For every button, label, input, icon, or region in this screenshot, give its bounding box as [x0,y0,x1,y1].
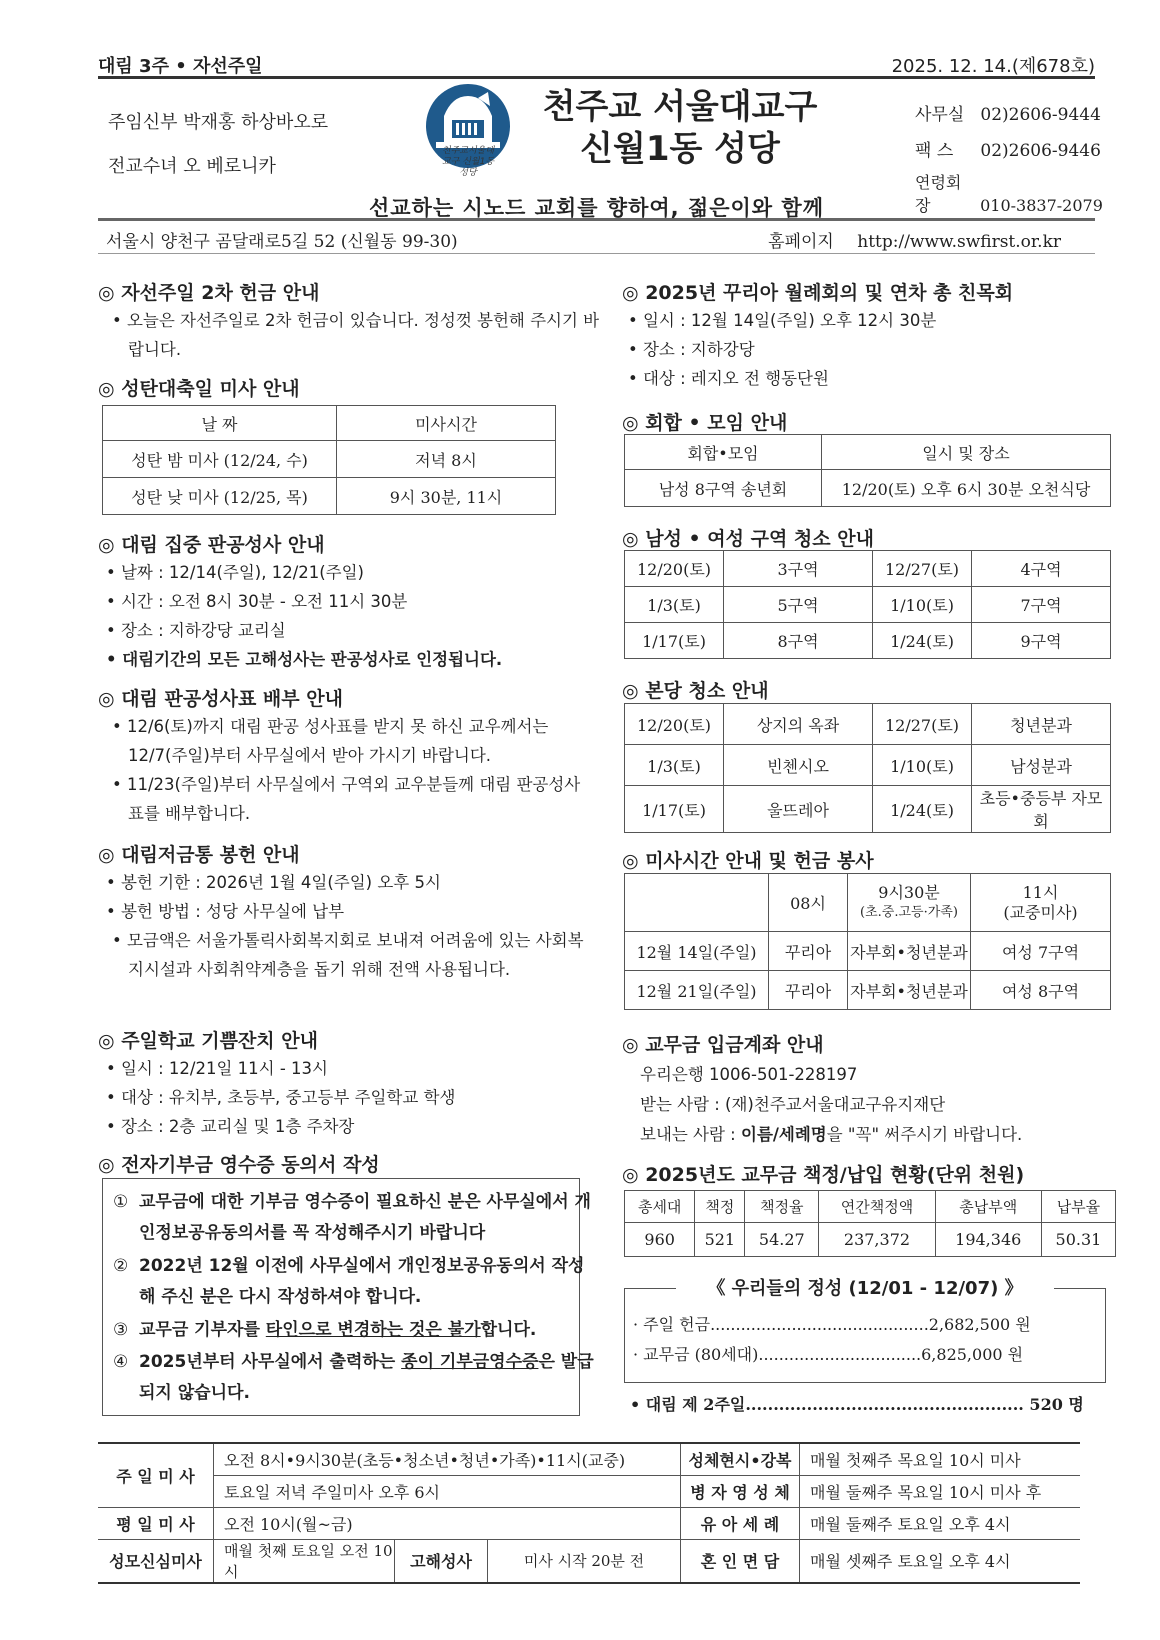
sender-note [640,1120,1100,1150]
table-header: 연간책정액 [819,1191,935,1223]
list-item: • 일시 : 12/21일 11시 - 13시 [106,1059,328,1078]
list-item: • 장소 : 2층 교리실 및 1층 주차장 [106,1117,355,1136]
table-cell: 자부회•청년분과 [848,932,971,971]
table-cell: 초등•중등부 자모회 [972,786,1111,833]
top-bar [98,50,1095,79]
office-phone: 02)2606-9444 [980,105,1101,125]
table-cell: 1/10(토) [873,587,972,623]
item-number: ④ [113,1352,129,1372]
christmas-mass-table [102,405,556,515]
table-cell: 1/3(토) [625,745,724,786]
table-header: 납부율 [1041,1191,1115,1223]
header-line: 11시 [1022,882,1059,902]
holyhour: 매월 첫째주 목요일 10시 미사 [800,1443,1081,1475]
table-cell: 194,346 [935,1223,1041,1257]
receipt-notice-box [102,1178,594,1416]
section-title-christmas: ◎ 성탄대축일 미사 안내 [98,374,300,401]
section-title-festival: ◎ 주일학교 기쁨잔치 안내 [98,1026,318,1053]
table-cell: 1/24(토) [873,623,972,659]
baptism-label: 유 아 세 례 [681,1507,800,1539]
address-bar [98,218,1095,254]
table-cell: 1/10(토) [873,745,972,786]
table-cell: 237,372 [819,1223,935,1257]
festival-list [106,1054,586,1141]
table-cell: 꾸리아 [769,971,848,1010]
section-title-charity: ◎ 자선주일 2차 헌금 안내 [98,278,319,305]
weekday-mass-label: 평 일 미 사 [98,1507,214,1539]
table-cell: 54.27 [745,1223,819,1257]
table-cell: 12/20(토) 오후 6시 30분 오천식당 [822,470,1111,507]
fax-label: 팩 스 [915,141,954,161]
offering-title: 《 우리들의 정성 (12/01 - 12/07) 》 [707,1278,1023,1299]
table-cell: 4구역 [972,551,1111,587]
liturgy-week: 대림 3주 • 자선주일 [98,56,263,77]
table-cell: 남성 8구역 송년회 [625,470,822,507]
header-line: 9시30분 [878,882,940,902]
council-phone: 010-3837-2079 [980,196,1103,215]
list-item: • 대림기간의 모든 고해성사는 판공성사로 인정됩니다. [106,650,503,669]
section-title-receipt: ◎ 전자기부금 영수증 동의서 작성 [98,1150,380,1177]
table-header [971,874,1111,932]
list-item: • 12/6(토)까지 대림 판공 성사표를 받지 못 하신 교우께서는 12/7(주일)부터 사무실에서 받아 가시기 바랍니다. [112,717,549,765]
list-item: • 날짜 : 12/14(주일), 12/21(주일) [106,563,364,582]
list-item: • 일시 : 12월 14일(주일) 오후 12시 30분 [628,311,937,330]
sunday-mass-label: 주 일 미 사 [98,1443,214,1507]
slogan: 선교하는 시노드 교회를 향하여, 젊은이와 함께 [369,196,824,220]
table-cell: 자부회•청년분과 [848,971,971,1010]
item-number: ② [113,1256,129,1276]
ticket-list [106,712,586,828]
header-subline: (교중미사) [1003,902,1078,922]
account-info [640,1060,1100,1150]
homepage-link[interactable]: http://www.swfirst.or.kr [857,232,1061,252]
table-cell: 12월 21일(주일) [625,971,769,1010]
church-logo [422,82,514,180]
table-cell: 상지의 옥좌 [724,704,873,745]
section-title-mass-service: ◎ 미사시간 안내 및 헌금 봉사 [622,846,874,873]
confession-label: 고해성사 [395,1539,488,1583]
item-number: ③ [113,1320,129,1340]
office-contact [915,100,1101,125]
table-header: 08시 [769,874,848,932]
charity-text: • 오늘은 자선주일로 2차 헌금이 있습니다. 정성껏 봉헌해 주시기 바랍니다. [112,311,600,359]
table-cell: 9시 30분, 11시 [337,478,556,515]
header-subline: (초.중.고등·가족) [860,904,958,920]
curia-list [628,306,1088,393]
table-header: 총세대 [625,1191,695,1223]
wedding-label: 혼 인 면 담 [681,1539,800,1583]
list-item: • 봉헌 방법 : 성당 사무실에 납부 [106,902,345,921]
table-cell: 성탄 낮 미사 (12/25, 목) [103,478,337,515]
table-cell: 1/24(토) [873,786,972,833]
church-title-1: 천주교 서울대교구 [542,87,818,127]
table-cell: 521 [695,1223,745,1257]
table-header: 책정 [695,1191,745,1223]
holyhour-label: 성체현시•강복 [681,1443,800,1475]
table-cell: 청년분과 [972,704,1111,745]
receipt-text-3b: 타인으로 변경하는 것은 불가 [265,1320,481,1340]
receipt-text-4a: 2025년부터 사무실에서 출력하는 [139,1352,402,1372]
sender-label: 보내는 사람 : [640,1125,741,1144]
list-item: • 시간 : 오전 8시 30분 - 오전 11시 30분 [106,592,408,611]
receipt-item-1 [113,1187,599,1249]
table-header [848,874,971,932]
table-cell: 남성분과 [972,745,1111,786]
attendance: • 대림 제 2주일.................................................. 520 명 [630,1395,1084,1414]
address: 서울시 양천구 곰달래로5길 52 (신월동 99-30) [106,232,458,252]
heart-mass: 매월 첫째 토요일 오전 10시 [214,1539,395,1583]
table-cell: 9구역 [972,623,1111,659]
fax-phone: 02)2606-9446 [980,141,1101,161]
list-item: • 11/23(주일)부터 사무실에서 구역외 교우분들께 대림 판공성사표를 배부합니다. [112,775,581,823]
table-cell: 12/20(토) [625,704,724,745]
table-cell: 7구역 [972,587,1111,623]
section-title-meetings: ◎ 회합 • 모임 안내 [622,408,787,435]
section-title-account: ◎ 교무금 입금계좌 안내 [622,1030,824,1057]
list-item: • 대상 : 레지오 전 행동단원 [628,369,829,388]
confession-time: 미사 시작 20분 전 [488,1539,681,1583]
weekday-mass: 오전 10시(월~금) [214,1507,681,1539]
table-cell: 1/17(토) [625,623,724,659]
section-title-curia: ◎ 2025년 꾸리아 월례회의 및 연차 총 친목회 [622,278,1013,305]
col-date: 날 짜 [103,406,337,441]
table-cell [625,874,769,932]
table-header: 회합•모임 [625,435,822,470]
item-number: ① [113,1192,129,1212]
receipt-text-3c: 합니다. [480,1320,537,1340]
list-item: • 봉헌 기한 : 2026년 1월 4일(주일) 오후 5시 [106,873,441,892]
sender-emphasis: 이름/세례명 [741,1125,827,1144]
table-cell: 1/3(토) [625,587,724,623]
offering-box [624,1278,1106,1383]
list-item: • 모금액은 서울가톨릭사회복지회로 보내져 어려움에 있는 사회복지시설과 사회취약계층을 돕기 위해 전액 사용됩니다. [112,931,584,979]
tithe-offering: · 교무금 (80세대)................................6,825,000 원 [633,1345,1024,1364]
mass-service-table [624,873,1111,1010]
tithe-status-table [624,1190,1116,1257]
table-cell: 여성 7구역 [971,932,1111,971]
receipt-text-3a: 교무금 기부자를 [139,1320,266,1340]
meetings-table [624,434,1111,507]
list-item: • 장소 : 지하강당 [628,340,755,359]
fax-contact [915,136,1101,161]
table-header: 총납부액 [935,1191,1041,1223]
sender-rest: 을 "꼭" 써주시기 바랍니다. [826,1125,1023,1144]
office-label: 사무실 [915,105,965,125]
list-item: • 장소 : 지하강당 교리실 [106,621,286,640]
table-cell: 1/17(토) [625,786,724,833]
table-cell: 꾸리아 [769,932,848,971]
table-cell: 12/20(토) [625,551,724,587]
council-label: 연령회장 [915,173,962,215]
baptism: 매월 둘째주 토요일 오후 4시 [800,1507,1081,1539]
list-item: • 대상 : 유치부, 초등부, 중고등부 주일학교 학생 [106,1088,456,1107]
piggybank-list [106,868,586,984]
homepage [768,227,1061,252]
table-cell: 여성 8구역 [971,971,1111,1010]
table-header: 일시 및 장소 [822,435,1111,470]
table-cell: 960 [625,1223,695,1257]
receipt-text-1: 교무금에 대한 기부금 영수증이 필요하신 분은 사무실에서 개인정보공유동의서를 꼭 작성해주시기 바랍니다 [139,1192,591,1243]
section-title-church-cleaning: ◎ 본당 청소 안내 [622,676,769,703]
section-title-piggybank: ◎ 대림저금통 봉헌 안내 [98,840,300,867]
sunday-offering: · 주일 헌금...........................................2,682,500 원 [633,1315,1031,1334]
receiver: 받는 사람 : (재)천주교서울대교구유지재단 [640,1095,946,1114]
table-cell: 12/27(토) [873,551,972,587]
section-title-confession: ◎ 대림 집중 판공성사 안내 [98,530,325,557]
mass-schedule-table [98,1442,1080,1584]
table-cell: 8구역 [724,623,873,659]
receipt-text-4b: 종이 기부금영수증 [401,1352,539,1372]
wedding: 매월 셋째주 토요일 오후 4시 [800,1539,1081,1583]
table-cell: 성탄 밤 미사 (12/24, 수) [103,441,337,478]
table-cell: 저녁 8시 [337,441,556,478]
table-cell: 빈첸시오 [724,745,873,786]
section-title-district-cleaning: ◎ 남성 • 여성 구역 청소 안내 [622,524,874,551]
pastor-name: 주임신부 박재홍 하상바오로 [108,112,329,133]
bank-account: 우리은행 1006-501-228197 [640,1065,858,1084]
receipt-item-3 [113,1315,599,1346]
issue-date: 2025. 12. 14.(제678호) [891,56,1095,77]
heart-mass-label: 성모신심미사 [98,1539,214,1583]
table-cell: 3구역 [724,551,873,587]
section-title-ticket: ◎ 대림 판공성사표 배부 안내 [98,684,343,711]
table-cell: 12월 14일(주일) [625,932,769,971]
church-title-2: 신월1동 성당 [580,129,780,169]
homepage-label: 홈페이지 [768,232,834,252]
table-cell: 50.31 [1041,1223,1115,1257]
confession-list [106,558,586,674]
table-cell: 울뜨레아 [724,786,873,833]
sunday-mass-1: 오전 8시•9시30분(초등•청소년•청년•가족)•11시(교중) [214,1443,681,1475]
district-cleaning-table [624,550,1111,659]
table-cell: 5구역 [724,587,873,623]
receipt-text-2: 2022년 12월 이전에 사무실에서 개인정보공유동의서 작성해 주신 분은 다시 작성하셔야 합니다. [139,1256,585,1307]
section-title-tithe-status: ◎ 2025년도 교무금 책정/납입 현황(단위 천원) [622,1160,1024,1187]
receipt-item-4 [113,1347,599,1409]
table-cell: 12/27(토) [873,704,972,745]
logo-text: 천주교서울대교구 신월1동 성당 [441,146,495,178]
sick: 매월 둘째주 목요일 10시 미사 후 [800,1475,1081,1507]
sister-name: 전교수녀 오 베로니카 [108,156,276,177]
table-header: 책정율 [745,1191,819,1223]
receipt-text-4c: 은 발급되지 않습니다. [139,1352,594,1403]
church-cleaning-table [624,703,1111,833]
col-time: 미사시간 [337,406,556,441]
sunday-mass-2: 토요일 저녁 주일미사 오후 6시 [214,1475,681,1507]
sick-label: 병 자 영 성 체 [681,1475,800,1507]
receipt-item-2 [113,1251,599,1313]
